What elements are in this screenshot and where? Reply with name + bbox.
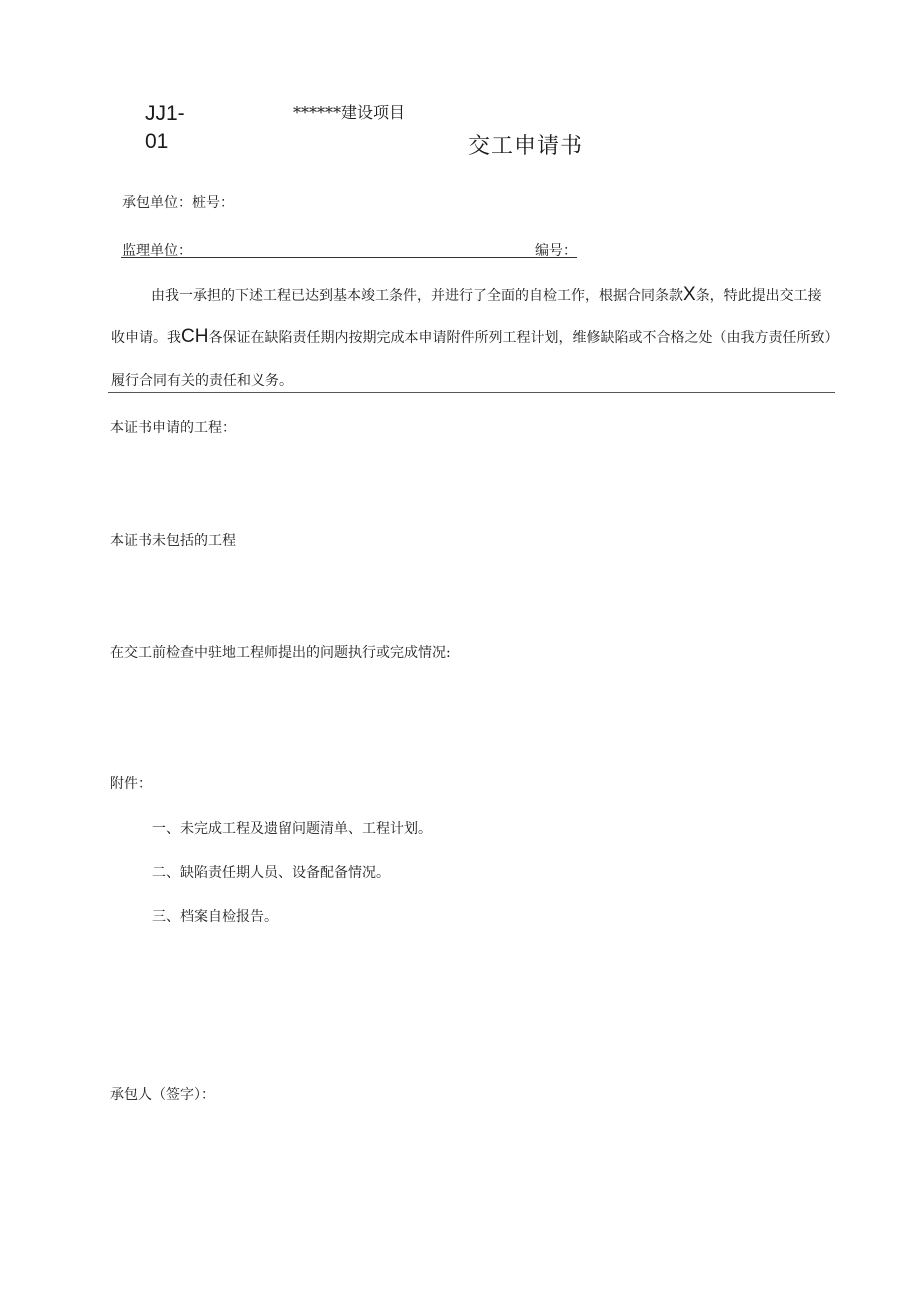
- contractor-field: 承包单位：桩号：: [122, 195, 234, 211]
- applied-works-label: 本证书申请的工程：: [110, 420, 236, 436]
- excluded-works-label: 本证书未包括的工程: [110, 533, 236, 549]
- statement-line-3: 履行合同有关的责任和义务。: [111, 373, 293, 389]
- contractor-signature-label: 承包人（签字）：: [110, 1087, 215, 1103]
- form-code: [145, 100, 185, 156]
- attachments-label: 附件：: [110, 776, 152, 792]
- attachment-item: 二、缺陷责任期人员、设备配备情况。: [152, 865, 390, 881]
- project-name: ******建设项目: [293, 103, 406, 122]
- page-title: 交工申请书: [468, 134, 584, 159]
- supervisor-underline: [121, 257, 577, 258]
- inspection-issues-label: 在交工前检查中驻地工程师提出的问题执行或完成情况:: [110, 645, 451, 661]
- clause-number: X: [683, 284, 696, 305]
- attachment-item: 三、档案自检报告。: [152, 909, 278, 925]
- statement-text: 各保证在缺陷责任期内按期完成本申请附件所列工程计划，维修缺陷或不合格之处（由我方责任所致）: [208, 330, 839, 346]
- statement-text: 条，特此提出交工接: [695, 288, 822, 304]
- statement-line-1: [151, 284, 822, 306]
- party-abbrev: CH: [181, 326, 209, 347]
- form-code-line1: JJ1-: [145, 102, 185, 125]
- section-divider: [108, 392, 835, 393]
- attachment-item: 一、未完成工程及遗留问题清单、工程计划。: [152, 821, 432, 837]
- supervisor-field: 监理单位：: [122, 243, 192, 259]
- number-field: 编号：: [535, 243, 577, 259]
- statement-text: 收申请。我: [111, 330, 181, 346]
- form-code-line2: 01: [145, 130, 169, 153]
- statement-line-2: [111, 326, 838, 348]
- statement-text: 由我一承担的下述工程已达到基本竣工条件，并进行了全面的自检工作，根据合同条款: [151, 288, 683, 304]
